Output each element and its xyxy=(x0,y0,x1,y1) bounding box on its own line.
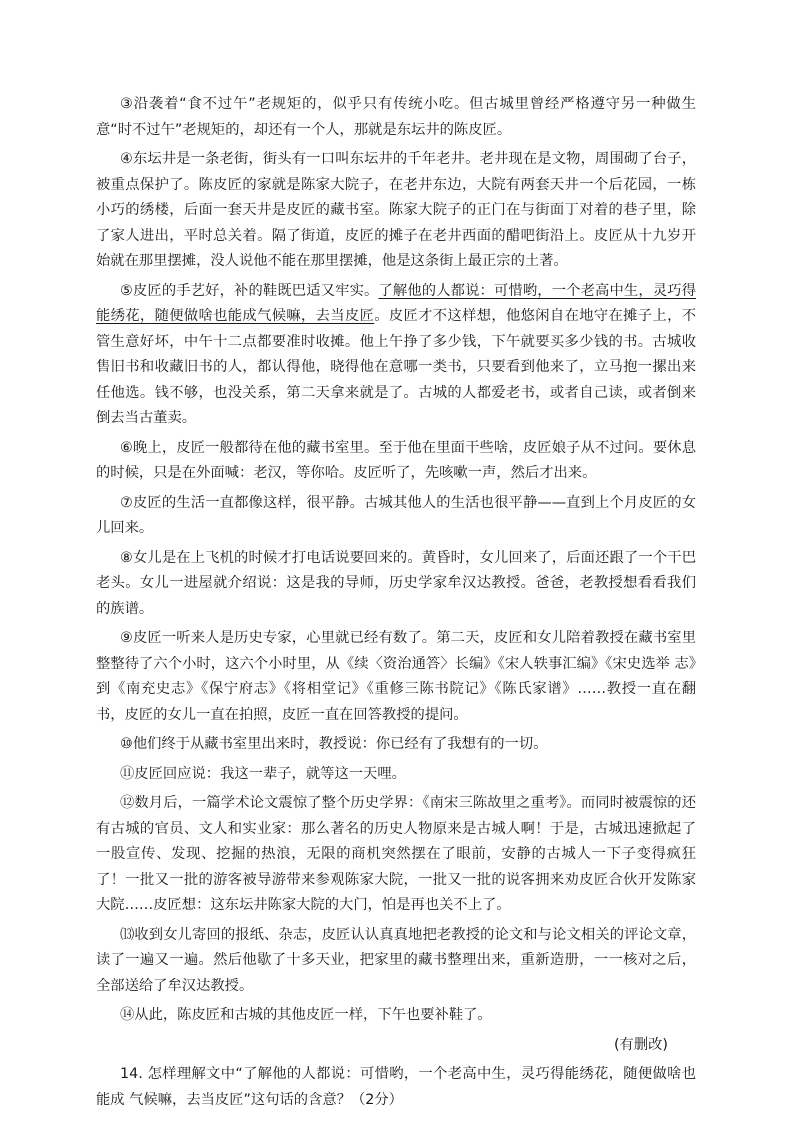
paragraph-8: ⑧女儿是在上飞机的时候才打电话说要回来的。黄昏时，女儿回来了，后面还跟了一个干巴老头。女儿一进屋就介绍说：这是我的导师，历史学家牟汉达教授。爸爸，老教授想看看我们的族谱。 xyxy=(96,549,696,617)
article-body xyxy=(96,92,696,1113)
paragraph-5: ⑤皮匠的手艺好，补的鞋既巴适又牢实。了解他的人都说：可惜哟，一个老高中生，灵巧得能绣花，随便做啥也能成气候嘛，去当皮匠。皮匠才不这样想，他悠闲自在地守在摊子上，不管生意好坏，中午十二点都要准时收摊。他上午挣了多少钱，下午就要买多少钱的书。古城收售旧书和收藏旧书的人，都认得他，晓得他在意哪一类书，只要看到他来了，立马抱一摞出来任他选。钱不够，也没关系，第二天拿来就是了。古城的人都爱老书，或者自己读，或者倒来倒去当古董卖。 xyxy=(96,282,697,426)
paragraph-3: ③沿袭着“食不过午”老规矩的，似乎只有传统小吃。但古城里曾经严格遵守另一种做生意“时不过午”老规矩的，却还有一个人，那就是东坛井的陈皮匠。 xyxy=(96,96,696,138)
edit-note: (有删改) xyxy=(613,1036,668,1053)
paragraph-4: ④东坛井是一条老街，街头有一口叫东坛井的千年老井。老井现在是文物，周围砌了台子，被重点保护了。陈皮匠的家就是陈家大院子，在老井东边，大院有两套天井一个后花园，一栋小巧的绣楼，后面一套天井是皮匠的藏书室。陈家大院子的正门在与街面丁对着的巷子里，除了家人进出，平时总关着。隔了街道，皮匠的摊子在老井西面的醋吧街沿上。皮匠从十九岁开始就在那里摆摊，没人说他不能在那里摆摊，他是这条街上最正宗的土著。 xyxy=(96,151,696,269)
paragraph-7: ⑦皮匠的生活一直都像这样，很平静。古城其他人的生活也很平静——直到上个月皮匠的女儿回来。 xyxy=(96,494,696,536)
paragraph-10: ⑩他们终于从藏书室里出来时，教授说：你已经有了我想有的一切。 xyxy=(120,736,548,752)
paragraph-11: ⑪皮匠回应说：我这一辈子，就等这一天哩。 xyxy=(120,765,406,782)
paragraph-9: ⑨皮匠一听来人是历史专家，心里就已经有数了。第二天，皮匠和女儿陪着教授在藏书室里整整待了六个小时，这六个小时里，从《续〈资治通答〉长编》《宋人轶事汇编》《宋史选举 志》到《南充史志》《保宁府志》《将相堂记》《重修三陈书院记》《陈氏家谱》……教授一直在翻书，皮匠的女儿一直在拍照，皮匠一直在回答教授的提问。 xyxy=(96,630,696,723)
underlined-sentence: 了解他的人都说：可惜哟，一个老高中生，灵巧得能绣花，随便做啥也能成气候嘛，去当皮匠 xyxy=(96,282,696,324)
paragraph-6: ⑥晚上，皮匠一般都待在他的藏书室里。至于他在里面干些啥，皮匠娘子从不过问。要休息的时候，只是在外面喊：老汉，等你哈。皮匠听了，先咳嗽一声，然后才出来。 xyxy=(96,439,696,481)
paragraph-13: ⒀收到女儿寄回的报纸、杂志，皮匠认认真真地把老教授的论文和与论文相关的评论文章，读了一遍又一遍。然后他歇了十多天业，把家里的藏书整理出来，重新造册，一一核对之后，全部送给了牟汉达教授。 xyxy=(96,926,696,994)
paragraph-14: ⑭从此，陈皮匠和古城的其他皮匠一样，下午也要补鞋了。 xyxy=(120,1007,492,1023)
paragraph-12: ⑫数月后，一篇学术论文震惊了整个历史学界：《南宋三陈故里之重考》。而同时被震惊的还有古城的官员、文人和实业家：那么著名的历史人物原来是古城人啊！于是，古城迅速掀起了一股宣传、发现、挖掘的热浪，无限的商机突然摆在了眼前，安静的古城人一下子变得疯狂了！一批又一批的游客被导游带来参观陈家大院，一批又一批的说客拥来劝皮匠合伙开发陈家大院……皮匠想：这东坛井陈家大院的大门，怕是再也关不上了。 xyxy=(96,795,696,913)
question-14: 14. 怎样理解文中“了解他的人都说：可惜哟，一个老高中生，灵巧得能绣花，随便做啥也能成 气候嘛，去当皮匠”这句话的含意？（2分） xyxy=(96,1066,696,1108)
